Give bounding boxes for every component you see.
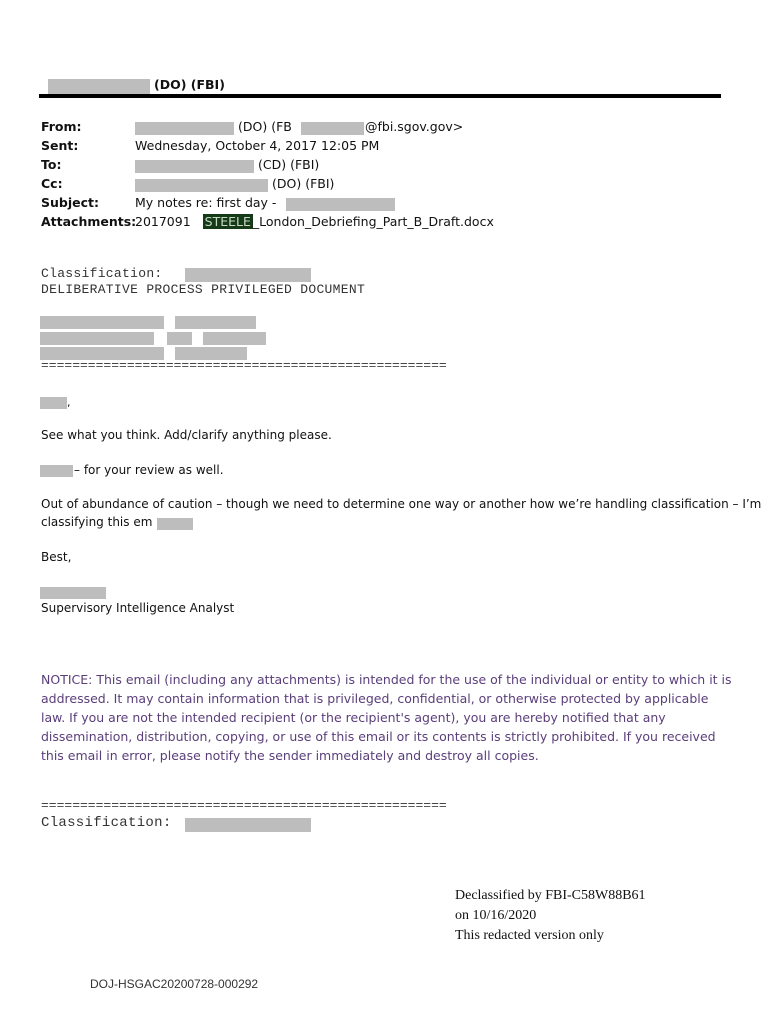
classification-label-bottom: Classification: <box>41 815 172 831</box>
classification-label-top: Classification: <box>41 266 163 281</box>
redaction-classification-inline <box>157 518 193 530</box>
notice-line-5: this email in error, please notify the sender immediately and destroy all copies. <box>41 748 539 763</box>
body-para3-line1: Out of abundance of caution – though we need to determine one way or another how we’re handling classification – I’m <box>41 497 762 511</box>
redaction-block-2c <box>203 332 266 345</box>
separator-top: ==================================================== <box>41 358 447 373</box>
redaction-classification-bottom <box>185 818 311 832</box>
redaction-sender-name-header <box>48 79 150 94</box>
redaction-from-name <box>135 122 234 135</box>
redaction-to-name <box>135 160 254 173</box>
declass-line-3: This redacted version only <box>455 928 604 943</box>
to-label: To: <box>41 157 62 172</box>
notice-line-2: addressed. It may contain information that is privileged, confidential, or otherwise protected by applicable <box>41 691 709 706</box>
from-value-part2: @fbi.sgov.gov> <box>365 119 464 134</box>
redaction-greeting-name <box>40 397 67 409</box>
signature-title: Supervisory Intelligence Analyst <box>41 601 235 615</box>
redaction-block-1a <box>40 316 164 329</box>
attachment-suffix: _London_Debriefing_Part_B_Draft.docx <box>252 214 494 229</box>
notice-line-3: law. If you are not the intended recipient (or the recipient's agent), you are hereby notified that any <box>41 710 666 725</box>
declassification-stamp <box>455 886 646 946</box>
notice-line-1: NOTICE: This email (including any attachments) is intended for the use of the individual or entity to which it is <box>41 672 732 687</box>
separator-bottom: ==================================================== <box>41 798 447 813</box>
cc-value: (DO) (FBI) <box>272 176 335 191</box>
redaction-subject <box>286 198 395 211</box>
subject-value: My notes re: first day - <box>135 195 277 210</box>
from-value-part1: (DO) (FB <box>238 119 292 134</box>
sent-value: Wednesday, October 4, 2017 12:05 PM <box>135 138 380 153</box>
to-value: (CD) (FBI) <box>258 157 320 172</box>
redaction-block-2b <box>167 332 192 345</box>
deliberative-process-label: DELIBERATIVE PROCESS PRIVILEGED DOCUMENT <box>41 282 366 297</box>
declass-line-2: on 10/16/2020 <box>455 908 537 923</box>
redaction-from-email <box>301 122 364 135</box>
redaction-cc-name <box>135 179 268 192</box>
attachment-filename[interactable] <box>135 214 494 229</box>
attachment-prefix: 2017091 <box>135 214 191 229</box>
legal-notice <box>41 670 731 765</box>
redaction-block-2a <box>40 332 154 345</box>
notice-line-4: dissemination, distribution, copying, or use of this email or its contents is strictly prohibited. If you received <box>41 729 716 744</box>
from-label: From: <box>41 119 82 134</box>
redaction-reviewer-name <box>40 465 73 477</box>
redaction-block-1b <box>175 316 256 329</box>
sign-off: Best, <box>41 550 72 564</box>
cc-label: Cc: <box>41 176 63 191</box>
body-para3-line2: classifying this em <box>41 515 153 529</box>
sent-label: Sent: <box>41 138 79 153</box>
subject-label: Subject: <box>41 195 99 210</box>
declass-line-1: Declassified by FBI-C58W88B61 <box>455 888 646 903</box>
attachments-label: Attachments: <box>41 214 137 229</box>
greeting-punct: , <box>67 396 71 409</box>
redaction-signature-name <box>40 587 106 599</box>
redaction-classification-top <box>185 268 311 282</box>
header-rule <box>39 94 721 98</box>
body-line-1: See what you think. Add/clarify anything please. <box>41 428 332 442</box>
bates-number: DOJ-HSGAC20200728-000292 <box>90 977 259 991</box>
body-line-2: – for your review as well. <box>74 463 224 477</box>
attachment-highlight: STEELE <box>204 214 251 229</box>
header-name-suffix: (DO) (FBI) <box>154 77 225 92</box>
